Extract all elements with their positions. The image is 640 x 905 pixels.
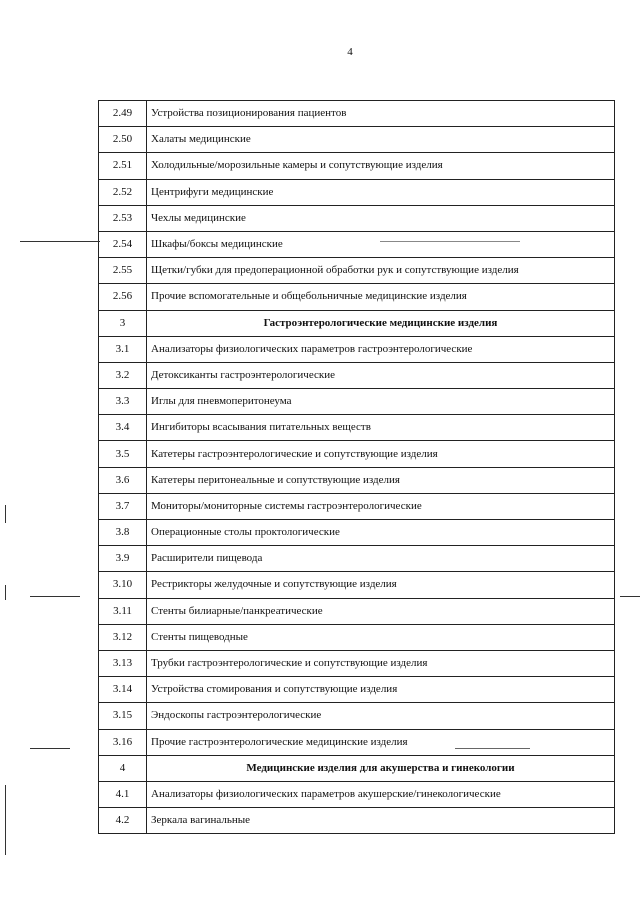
table-row bbox=[99, 415, 615, 441]
table-row bbox=[99, 205, 615, 231]
table-row bbox=[99, 572, 615, 598]
item-name: Холодильные/морозильные камеры и сопутствующие изделия bbox=[147, 153, 615, 179]
table-row bbox=[99, 624, 615, 650]
scan-line bbox=[620, 596, 640, 597]
item-number: 3.15 bbox=[99, 703, 147, 729]
item-name: Иглы для пневмоперитонеума bbox=[147, 389, 615, 415]
item-name: Стенты билиарные/панкреатические bbox=[147, 598, 615, 624]
scan-line bbox=[455, 748, 530, 749]
item-number: 3.5 bbox=[99, 441, 147, 467]
item-number: 3.9 bbox=[99, 546, 147, 572]
item-name: Катетеры гастроэнтерологические и сопутствующие изделия bbox=[147, 441, 615, 467]
item-number: 2.49 bbox=[99, 101, 147, 127]
scan-line bbox=[30, 596, 80, 597]
table-row bbox=[99, 284, 615, 310]
table-row bbox=[99, 336, 615, 362]
scan-line bbox=[30, 748, 70, 749]
item-number: 3.8 bbox=[99, 520, 147, 546]
medical-devices-table bbox=[98, 100, 615, 834]
item-name: Халаты медицинские bbox=[147, 127, 615, 153]
item-name: Шкафы/боксы медицинские bbox=[147, 231, 615, 257]
item-number: 2.54 bbox=[99, 231, 147, 257]
table-row bbox=[99, 520, 615, 546]
table-row bbox=[99, 362, 615, 388]
item-name: Ингибиторы всасывания питательных веществ bbox=[147, 415, 615, 441]
table-row bbox=[99, 546, 615, 572]
item-number: 3.13 bbox=[99, 650, 147, 676]
table-row bbox=[99, 258, 615, 284]
table-row bbox=[99, 598, 615, 624]
item-number: 3.6 bbox=[99, 467, 147, 493]
item-name: Катетеры перитонеальные и сопутствующие изделия bbox=[147, 467, 615, 493]
item-number: 4.2 bbox=[99, 808, 147, 834]
item-name: Операционные столы проктологические bbox=[147, 520, 615, 546]
item-name: Рестрикторы желудочные и сопутствующие изделия bbox=[147, 572, 615, 598]
table-row bbox=[99, 441, 615, 467]
table-row bbox=[99, 127, 615, 153]
table-body bbox=[99, 101, 615, 834]
item-number: 3.2 bbox=[99, 362, 147, 388]
table-row bbox=[99, 153, 615, 179]
item-name: Детоксиканты гастроэнтерологические bbox=[147, 362, 615, 388]
scan-edge-mark bbox=[5, 785, 6, 855]
section-row bbox=[99, 755, 615, 781]
item-number: 3.4 bbox=[99, 415, 147, 441]
table-row bbox=[99, 677, 615, 703]
item-name: Прочие гастроэнтерологические медицинские изделия bbox=[147, 729, 615, 755]
scan-edge-mark bbox=[5, 585, 6, 600]
item-name: Центрифуги медицинские bbox=[147, 179, 615, 205]
item-number: 3.1 bbox=[99, 336, 147, 362]
item-number: 3.11 bbox=[99, 598, 147, 624]
table-row bbox=[99, 650, 615, 676]
table-row bbox=[99, 703, 615, 729]
item-number: 2.52 bbox=[99, 179, 147, 205]
item-name: Устройства стомирования и сопутствующие изделия bbox=[147, 677, 615, 703]
item-number: 2.50 bbox=[99, 127, 147, 153]
item-number: 3.3 bbox=[99, 389, 147, 415]
item-name: Мониторы/мониторные системы гастроэнтерологические bbox=[147, 493, 615, 519]
table-row bbox=[99, 493, 615, 519]
item-number: 2.55 bbox=[99, 258, 147, 284]
section-title: Медицинские изделия для акушерства и гинекологии bbox=[147, 755, 615, 781]
item-number: 2.53 bbox=[99, 205, 147, 231]
item-number: 2.56 bbox=[99, 284, 147, 310]
table-row bbox=[99, 467, 615, 493]
table-row bbox=[99, 808, 615, 834]
section-title: Гастроэнтерологические медицинские изделия bbox=[147, 310, 615, 336]
item-number: 3.12 bbox=[99, 624, 147, 650]
table-row bbox=[99, 729, 615, 755]
item-name: Прочие вспомогательные и общебольничные медицинские изделия bbox=[147, 284, 615, 310]
item-name: Зеркала вагинальные bbox=[147, 808, 615, 834]
item-number: 2.51 bbox=[99, 153, 147, 179]
scan-line bbox=[20, 241, 100, 242]
item-name: Эндоскопы гастроэнтерологические bbox=[147, 703, 615, 729]
item-number: 3.14 bbox=[99, 677, 147, 703]
section-row bbox=[99, 310, 615, 336]
table-row bbox=[99, 781, 615, 807]
item-name: Анализаторы физиологических параметров акушерские/гинекологические bbox=[147, 781, 615, 807]
table-row bbox=[99, 179, 615, 205]
item-number: 3.16 bbox=[99, 729, 147, 755]
item-name: Устройства позиционирования пациентов bbox=[147, 101, 615, 127]
item-number: 4.1 bbox=[99, 781, 147, 807]
item-name: Щетки/губки для предоперационной обработки рук и сопутствующие изделия bbox=[147, 258, 615, 284]
table-row bbox=[99, 231, 615, 257]
scan-edge-mark bbox=[5, 505, 6, 523]
table-row bbox=[99, 389, 615, 415]
item-name: Трубки гастроэнтерологические и сопутствующие изделия bbox=[147, 650, 615, 676]
item-number: 4 bbox=[99, 755, 147, 781]
item-number: 3.10 bbox=[99, 572, 147, 598]
item-number: 3.7 bbox=[99, 493, 147, 519]
item-name: Расширители пищевода bbox=[147, 546, 615, 572]
item-name: Чехлы медицинские bbox=[147, 205, 615, 231]
item-name: Анализаторы физиологических параметров гастроэнтерологические bbox=[147, 336, 615, 362]
page-number: 4 bbox=[347, 46, 353, 58]
scan-line bbox=[380, 241, 520, 242]
table-row bbox=[99, 101, 615, 127]
item-number: 3 bbox=[99, 310, 147, 336]
item-name: Стенты пищеводные bbox=[147, 624, 615, 650]
